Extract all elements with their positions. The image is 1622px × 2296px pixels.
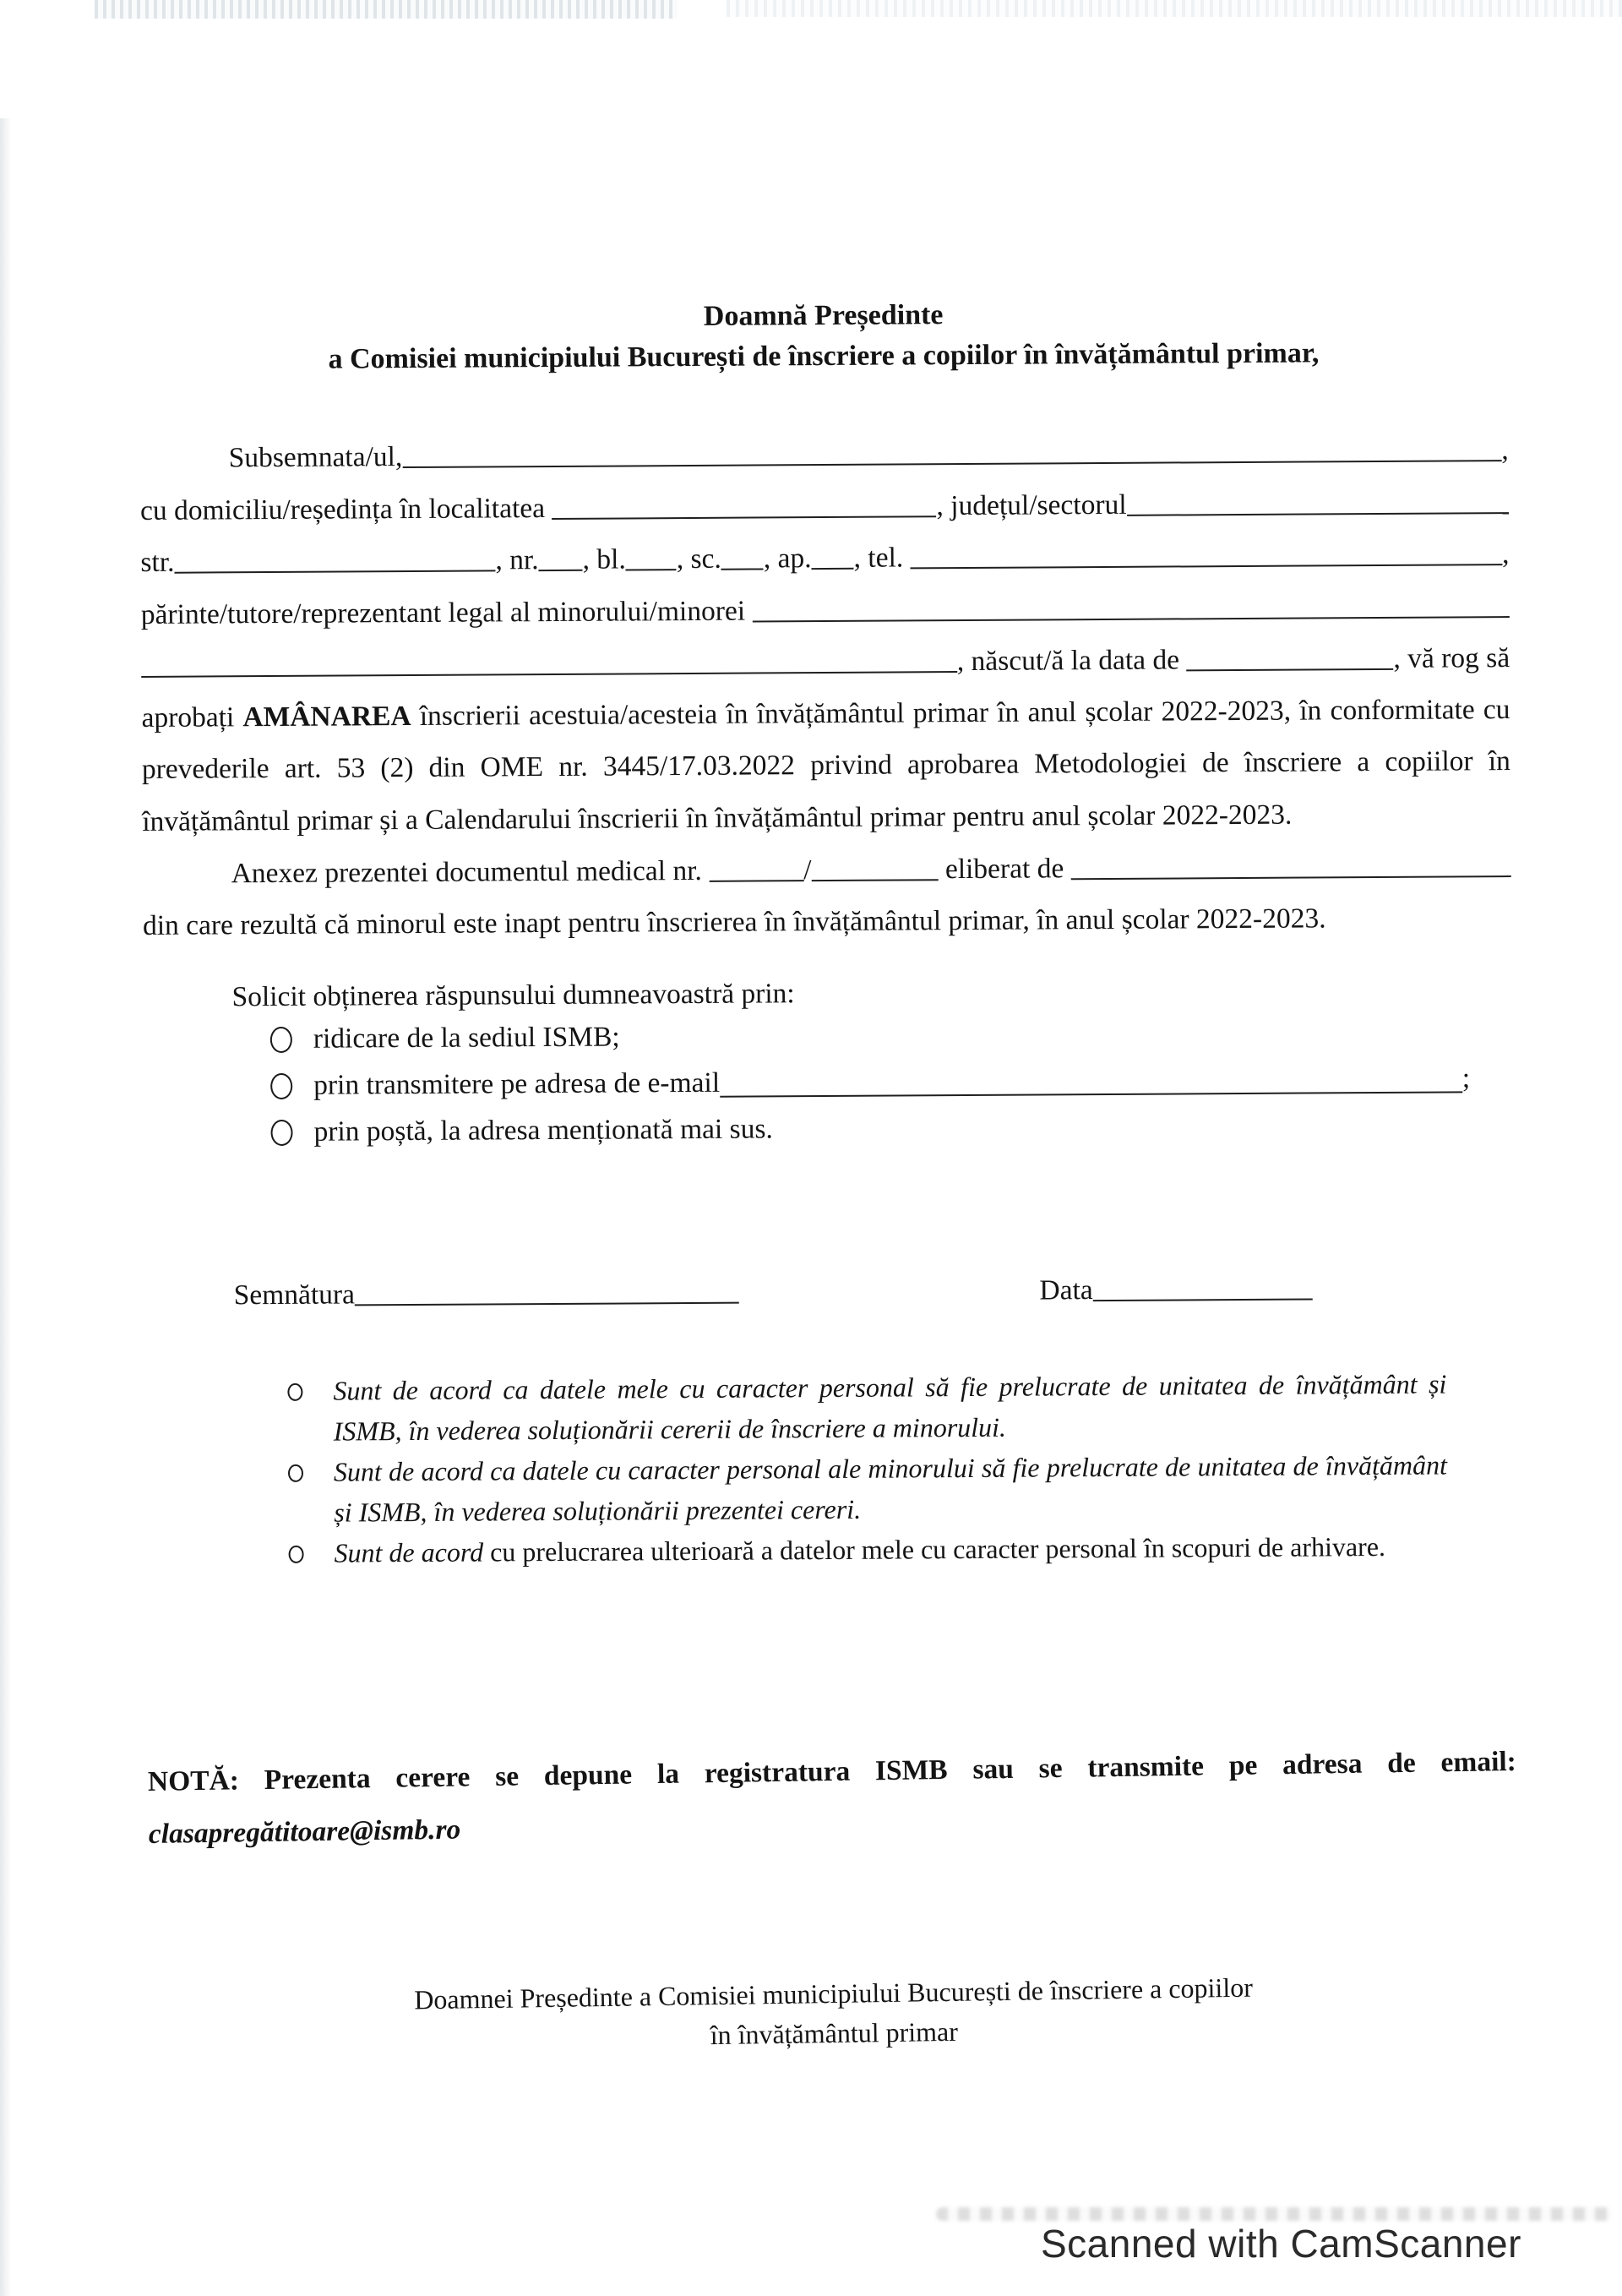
option-ridicare [270, 1008, 1470, 1062]
blank-semnatura [355, 1268, 739, 1306]
consent-1-italic: Sunt de acord ca datele mele cu caracter personal să fie prelucrate de unitatea de învățământ și ISMB, în vederea soluționării cererii de înscriere a minorului. [333, 1368, 1447, 1447]
note-email: clasapregătitoare@ismb.ro [148, 1813, 461, 1850]
request-text-pre: aprobați [141, 701, 243, 734]
bullet-circle-icon [287, 1383, 302, 1401]
option-ridicare-label: ridicare de la sediul ISMB; [313, 1021, 620, 1055]
title-line-2: a Comisiei municipiului București de înscriere a copiilor în învățământul primar, [328, 337, 1320, 375]
signature-row [145, 1261, 1514, 1322]
label-sc: , sc. [676, 543, 721, 575]
blank-sc [721, 534, 764, 570]
label-judet: , județul/sectorul [936, 488, 1127, 521]
blank-applicant-name [402, 426, 1501, 468]
blank-tel [910, 530, 1502, 569]
blank-document-nr [709, 846, 803, 882]
label-data: Data [1039, 1274, 1093, 1306]
request-text-rest: înscrierii acestuia/acesteia în învățământul primar în anul școlar 2022-2023, în conformitate cu prevederile art. 53 (2) din OME nr. 3445/17.03.2022 privind aprobarea Metodologiei de înscriere a copiilor în învățământul primar și a Calendarului înscrierii în învățământul primar pentru anul școlar 2022-2023. [141, 693, 1510, 837]
trailing-comma: , [1501, 434, 1509, 466]
label-tel: , tel. [853, 542, 911, 574]
camscanner-watermark: Scanned with CamScanner [1041, 2222, 1521, 2266]
blank-localitate [552, 482, 936, 520]
document-title [139, 292, 1509, 381]
bullet-circle-icon [288, 1464, 303, 1482]
consent-3-regular: cu prelucrarea ulterioară a datelor mele cu caracter personal în scopuri de arhivare. [483, 1530, 1386, 1568]
radio-circle-icon [270, 1027, 292, 1053]
label-nr: , nr. [495, 544, 539, 576]
blank-document-data [811, 845, 938, 881]
label-semnatura: Semnătura [233, 1279, 356, 1312]
request-paragraph [141, 684, 1510, 848]
bullet-circle-icon [289, 1546, 304, 1563]
footer-line-1: Doamnei Președinte a Comisiei municipiului București de înscriere a copiilor [414, 1972, 1254, 2015]
consent-item-2 [286, 1445, 1448, 1533]
label-domiciliu: cu domiciliu/reședința în localitatea [139, 492, 552, 526]
option-posta-label: prin poștă, la adresa menționată mai sus. [313, 1113, 773, 1148]
form-row-subsemnata [139, 423, 1508, 483]
label-nascut: , născut/ă la data de [956, 644, 1187, 678]
note-section [148, 1736, 1518, 1861]
form-body [139, 423, 1511, 952]
consent-item-1 [285, 1364, 1447, 1452]
consent-list [285, 1364, 1447, 1573]
blank-data-nasterii [1186, 635, 1393, 671]
consent-item-3 [286, 1526, 1447, 1573]
radio-circle-icon [270, 1073, 292, 1099]
amanarea-bold: AMÂNAREA [242, 700, 411, 733]
form-row-parinte [141, 580, 1510, 640]
blank-judet [1126, 478, 1509, 516]
blank-ap [811, 534, 853, 570]
blank-strada [174, 536, 495, 573]
blank-email [720, 1057, 1462, 1097]
label-bl: , bl. [582, 543, 626, 575]
label-anexez: Anexez prezentei documentul medical nr. [231, 854, 710, 890]
blank-data [1093, 1265, 1313, 1302]
consent-3-italic: Sunt de acord [334, 1536, 484, 1568]
label-ap: , ap. [763, 543, 812, 575]
form-row-strada [140, 527, 1509, 587]
form-row-domiciliu [140, 476, 1509, 536]
option-posta [270, 1101, 1470, 1155]
scanned-document [137, 0, 1518, 2117]
blank-bl [626, 535, 677, 570]
form-row-nascut [141, 631, 1510, 691]
label-va-rog: , vă rog să [1393, 642, 1510, 674]
label-parinte: părinte/tutore/reprezentant legal al minorului/minorei [140, 595, 753, 630]
scan-smudge-artifact [936, 2207, 1612, 2221]
blank-minor-name-1 [752, 582, 1510, 622]
note-text: NOTĂ: Prezenta cerere se depune la registratura ISMB sau se transmite pe adresa de email: [147, 1745, 1517, 1798]
trailing-comma: , [1501, 538, 1510, 570]
option-email-suffix: ; [1461, 1062, 1471, 1094]
label-slash: / [803, 854, 812, 886]
title-line-1: Doamnă Președinte [703, 299, 944, 332]
option-email [270, 1055, 1470, 1109]
footer-line-2: în învățământul primar [710, 2015, 959, 2051]
scan-left-edge-shadow [0, 118, 11, 2296]
addressee-footer [149, 1964, 1518, 2064]
consent-2-italic: Sunt de acord ca datele cu caracter personal ale minorului să fie prelucrate de unitatea de învățământ și ISMB, în vederea soluționării prezentei cereri. [333, 1449, 1448, 1528]
signature-spacer [739, 1299, 1039, 1301]
label-eliberat: eliberat de [938, 853, 1071, 886]
label-str: str. [140, 546, 175, 578]
solicit-label: Solicit obținerea răspunsului dumneavoastră prin: [231, 978, 795, 1013]
radio-circle-icon [270, 1120, 292, 1146]
label-subsemnata: Subsemnata/ul, [228, 441, 403, 474]
rezulta-line: din care rezultă că minorul este inapt pentru înscrierea în învățământul primar, în anul școlar 2022-2023. [142, 902, 1326, 941]
response-options [270, 1008, 1471, 1155]
blank-minor-name-2 [141, 637, 957, 678]
option-email-label: prin transmitere pe adresa de e-mail [313, 1066, 721, 1101]
form-row-anexez [142, 839, 1510, 899]
blank-eliberat-de [1071, 842, 1511, 880]
blank-nr [538, 536, 582, 571]
